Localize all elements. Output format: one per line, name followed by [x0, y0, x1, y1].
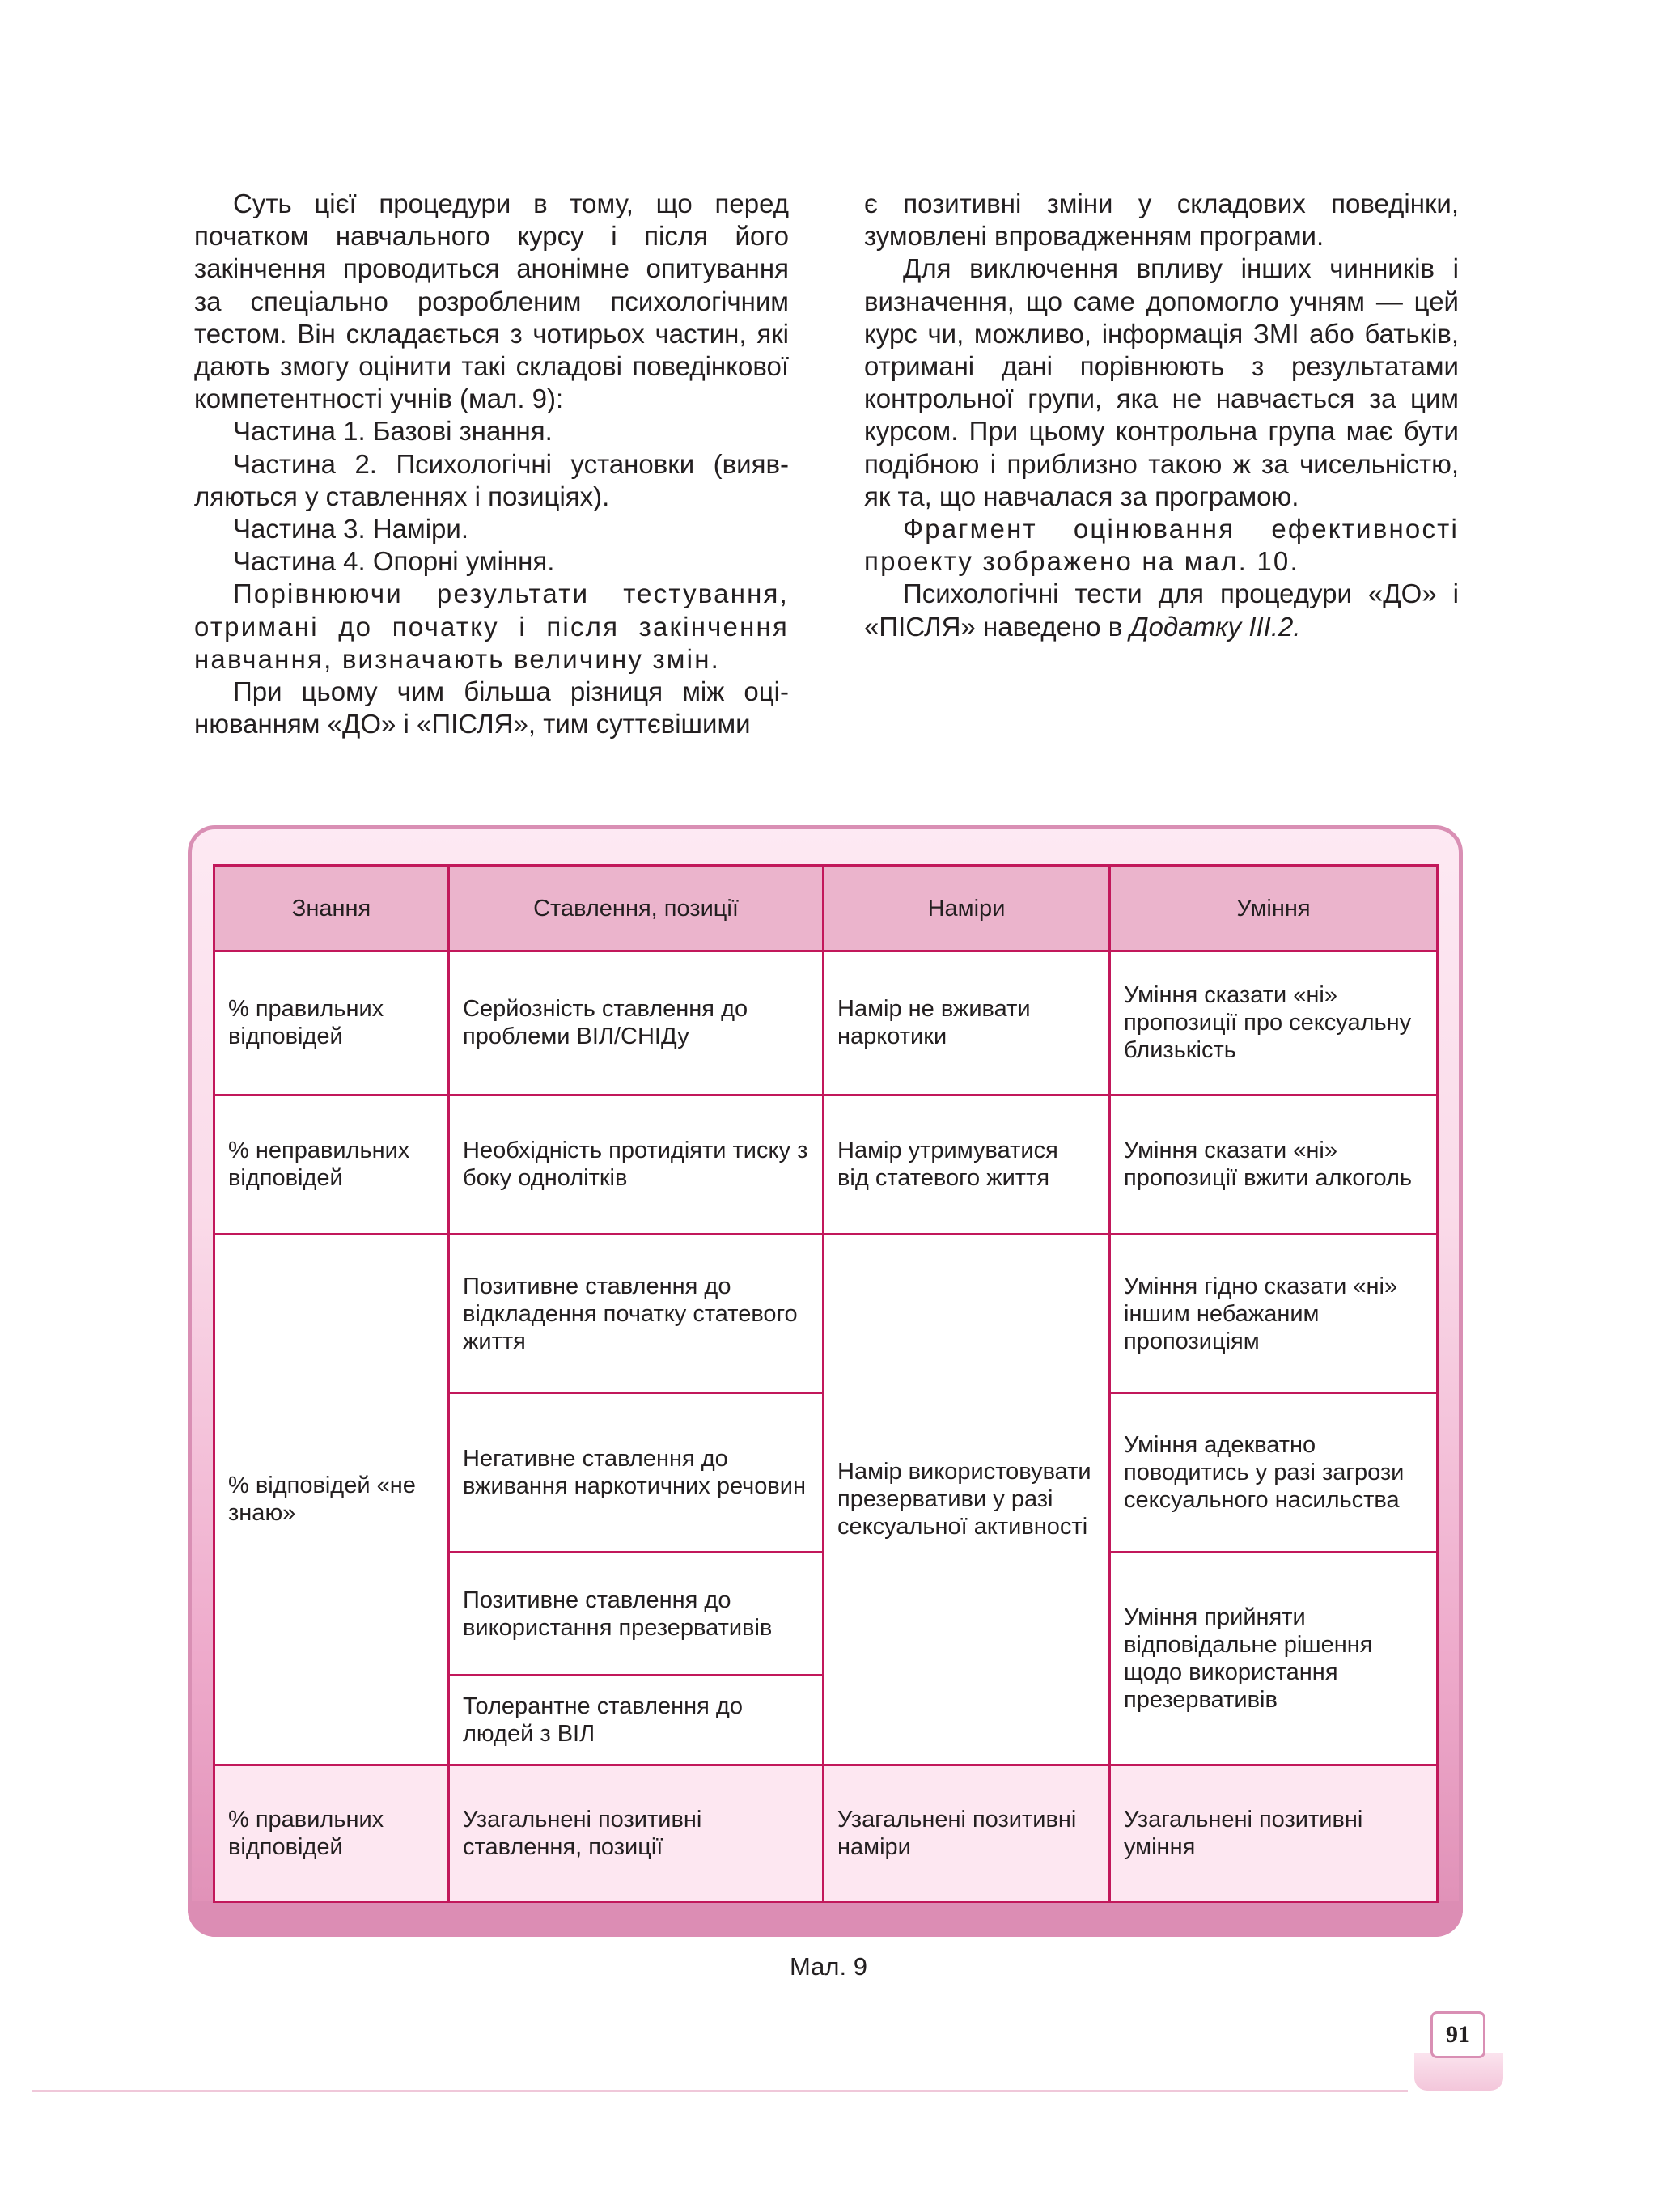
left-text-column: [194, 188, 789, 740]
paragraph: [864, 578, 1459, 642]
paragraph: Частина 3. Наміри.: [233, 514, 468, 545]
table-cell: % відповідей «не знаю»: [214, 1235, 449, 1765]
paragraph: Частина 2. Психологічні установки (виявляються у ставленнях і позиціях).: [194, 448, 789, 511]
table-cell: Уміння прийняти відповідальне рішення щодо використання презервативів: [1110, 1552, 1438, 1765]
table-cell: % правильних відповідей: [214, 1765, 449, 1901]
paragraph: Для виключення впливу інших чинників і визначення, що саме допомогло учням — цей курс чи, можливо, інформація ЗМІ або батьків, отримані дані порівнюють з результатами контрольної групи, яка не навчається за цим курсом. При цьому контрольна група має бути подібною і приблизно такою ж за чисельністю, як та, що навчалася за програмою.: [864, 253, 1459, 511]
table-cell: Узагальнені позитивні уміння: [1110, 1765, 1438, 1901]
paragraph: Частина 4. Опорні уміння.: [233, 546, 555, 577]
table-row: [214, 1765, 1438, 1901]
table-cell: Толерантне ставлення до людей з ВІЛ: [449, 1676, 824, 1765]
paragraph: Фрагмент оцінювання ефективності проекту зображено на мал. 10.: [864, 514, 1459, 577]
header-intentions: Наміри: [824, 866, 1110, 951]
header-knowledge: Знання: [214, 866, 449, 951]
paragraph: є позитивні зміни у складових поведінки, зумовлені впровадженням програми.: [864, 189, 1459, 252]
table-cell: Уміння сказати «ні» пропозиції вжити алкоголь: [1110, 1095, 1438, 1234]
table-cell: Позитивне ставлення до відкладення початку статевого життя: [449, 1235, 824, 1393]
competence-table: [213, 864, 1439, 1903]
table-cell: % неправильних відповідей: [214, 1095, 449, 1234]
table-header-row: [214, 866, 1438, 951]
table-cell: Уміння гідно сказати «ні» іншим небажаним пропозиціям: [1110, 1235, 1438, 1393]
table-row: [214, 1235, 1438, 1393]
paragraph: Частина 1. Базові знання.: [233, 416, 553, 447]
table-cell: Уміння сказати «ні» пропозиції про сексуальну близькість: [1110, 951, 1438, 1095]
page-number-tab: [1414, 2053, 1503, 2091]
figure-frame-bottom: [188, 1901, 1463, 1937]
table-cell: Узагальнені позитивні наміри: [824, 1765, 1110, 1901]
table-cell: Намір утримуватися від статевого життя: [824, 1095, 1110, 1234]
figure-caption: Мал. 9: [790, 1952, 867, 1981]
header-attitudes: Ставлення, позиції: [449, 866, 824, 951]
table-cell: Необхідність протидіяти тиску з боку однолітків: [449, 1095, 824, 1234]
table-cell: % правильних відповідей: [214, 951, 449, 1095]
table-cell: Намір не вживати наркотики: [824, 951, 1110, 1095]
footer-rule: [32, 2090, 1408, 2092]
page-number: 91: [1430, 2011, 1485, 2058]
table-cell: Узагальнені позитивні ставлення, позиції: [449, 1765, 824, 1901]
table-cell: Негативне ставлення до вживання наркотичних речовин: [449, 1393, 824, 1552]
table-row: [214, 951, 1438, 1095]
paragraph: При цьому чим більша різниця між оцінюванням «ДО» і «ПІСЛЯ», тим суттєвішими: [194, 676, 789, 739]
paragraph: Порівнюючи результати тестування, отримані до початку і після закінчення навчання, визначають величину змін.: [194, 578, 789, 674]
paragraph: Суть цієї процедури в тому, що перед початком навчального курсу і після його закінчення проводиться анонімне опитування за спеціально розробленим психологічним тестом. Він складається з чотирьох частин, які дають змогу оцінити такі складові поведінкової компетентності учнів (мал. 9):: [194, 189, 789, 414]
header-skills: Уміння: [1110, 866, 1438, 951]
table-cell: Серйозність ставлення до проблеми ВІЛ/СНІДу: [449, 951, 824, 1095]
table-cell: Позитивне ставлення до використання презервативів: [449, 1552, 824, 1675]
table-cell: Уміння адекватно поводитись у разі загрози сексуального насильства: [1110, 1393, 1438, 1552]
right-text-column: [864, 188, 1459, 643]
appendix-reference: Додатку ІІІ.2.: [1129, 611, 1301, 642]
table-row: [214, 1095, 1438, 1234]
table-cell: Намір використовувати презервативи у разі сексуальної активності: [824, 1235, 1110, 1765]
paragraph-text: Психологічні тести для процедури «ДО» і «ПІСЛЯ» наведено в: [864, 578, 1459, 642]
